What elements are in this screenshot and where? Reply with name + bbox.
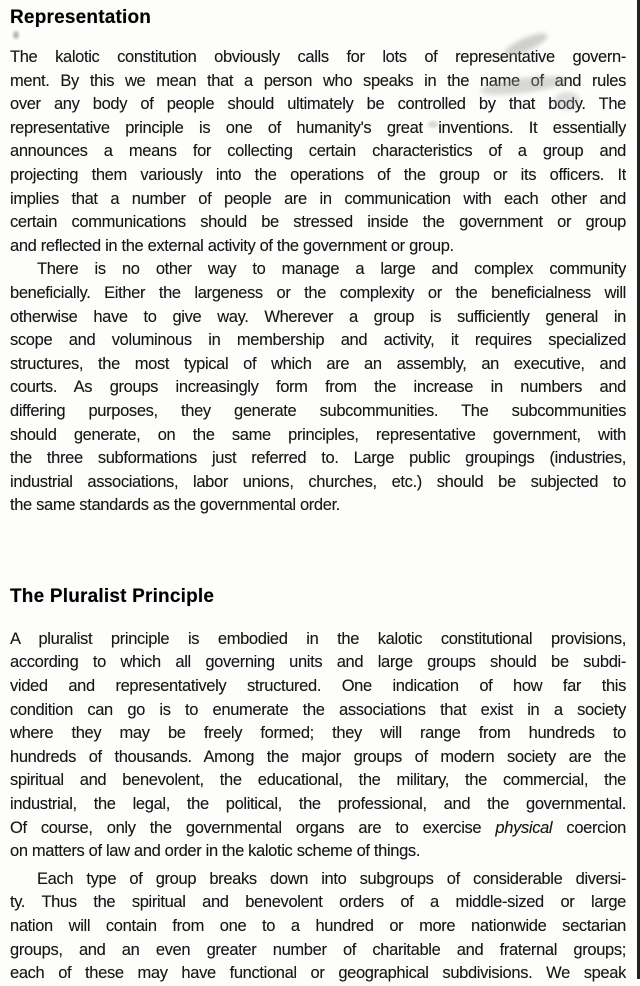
text-line: ment. By this we mean that a person who speaks in the name of and rules [10,71,626,90]
section-heading-representation: Representation [10,7,152,28]
text-line: A pluralist principle is embodied in the kalotic constitutional provisions, [10,629,626,648]
text-line: differing purposes, they generate subcommunities. The subcommunities [10,401,626,420]
paragraph [10,868,626,986]
scan-smudge [13,31,19,39]
text-line: each of these may have functional or geographical subdivisions. We speak [10,964,626,983]
text-line: according to which all governing units and large groups should be subdi- [10,653,626,672]
text-line: scope and voluminous in membership and activity, it requires specialized [10,331,626,350]
text-line: structures, the most typical of which are an assembly, an executive, and [10,354,626,373]
italic-text-run: physical [495,818,553,837]
text-line: otherwise have to give way. Wherever a group is sufficiently general in [10,307,626,326]
text-line: Each type of group breaks down into subgroups of considerable diversi- [37,869,626,888]
text-line: projecting them variously into the operations of the group or its officers. It [10,165,626,184]
text-line: and reflected in the external activity of the government or group. [10,236,454,255]
text-line: There is no other way to manage a large and complex community [37,260,626,279]
text-line: on matters of law and order in the kalotic scheme of things. [10,842,421,861]
paragraph [10,258,626,518]
text-line [10,817,626,841]
section-heading-pluralist-principle: The Pluralist Principle [10,585,215,607]
text-line: where they may be freely formed; they will range from hundreds to [10,724,626,743]
paragraph [10,628,626,864]
text-line: ty. Thus the spiritual and benevolent orders of a middle-sized or large [10,893,626,912]
text-line: The kalotic constitution obviously calls for lots of representative govern- [10,48,626,66]
text-line: the three subformations just referred to. Large public groupings (industries, [10,449,626,468]
paragraph [10,46,626,258]
text-line: over any body of people should ultimately be controlled by that body. The [10,95,626,114]
text-line: should generate, on the same principles, representative government, with [10,425,626,444]
text-line: spiritual and benevolent, the educational, the military, the commercial, the [10,771,626,790]
text-line: condition can go is to enumerate the associations that exist in a society [10,700,626,719]
text-line: announces a means for collecting certain characteristics of a group and [10,142,626,161]
text-line: vided and representatively structured. One indication of how far this [10,677,626,696]
text-line: courts. As groups increasingly form from the increase in numbers and [10,378,626,397]
text-line: industrial, the legal, the political, the professional, and the governmental. [10,795,626,814]
text-run: coercion [552,818,626,837]
text-line: beneficially. Either the largeness or the complexity or the beneficialness will [10,283,626,302]
text-line: representative principle is one of humanity's great inventions. It essentially [10,118,626,137]
text-line: certain communications should be stressed inside the government or group [10,213,626,232]
text-run: Of course, only the governmental organs are to exercise [10,818,496,837]
text-line: the same standards as the governmental order. [10,496,341,515]
text-line: groups, and an even greater number of charitable and fraternal groups; [10,940,626,959]
text-line: implies that a number of people are in communication with each other and [10,189,626,208]
text-line: hundreds of thousands. Among the major groups of modern society are the [10,747,626,766]
text-line: nation will contain from one to a hundred or more nationwide sectarian [10,917,626,935]
text-line: industrial associations, labor unions, churches, etc.) should be subjected to [10,472,626,491]
